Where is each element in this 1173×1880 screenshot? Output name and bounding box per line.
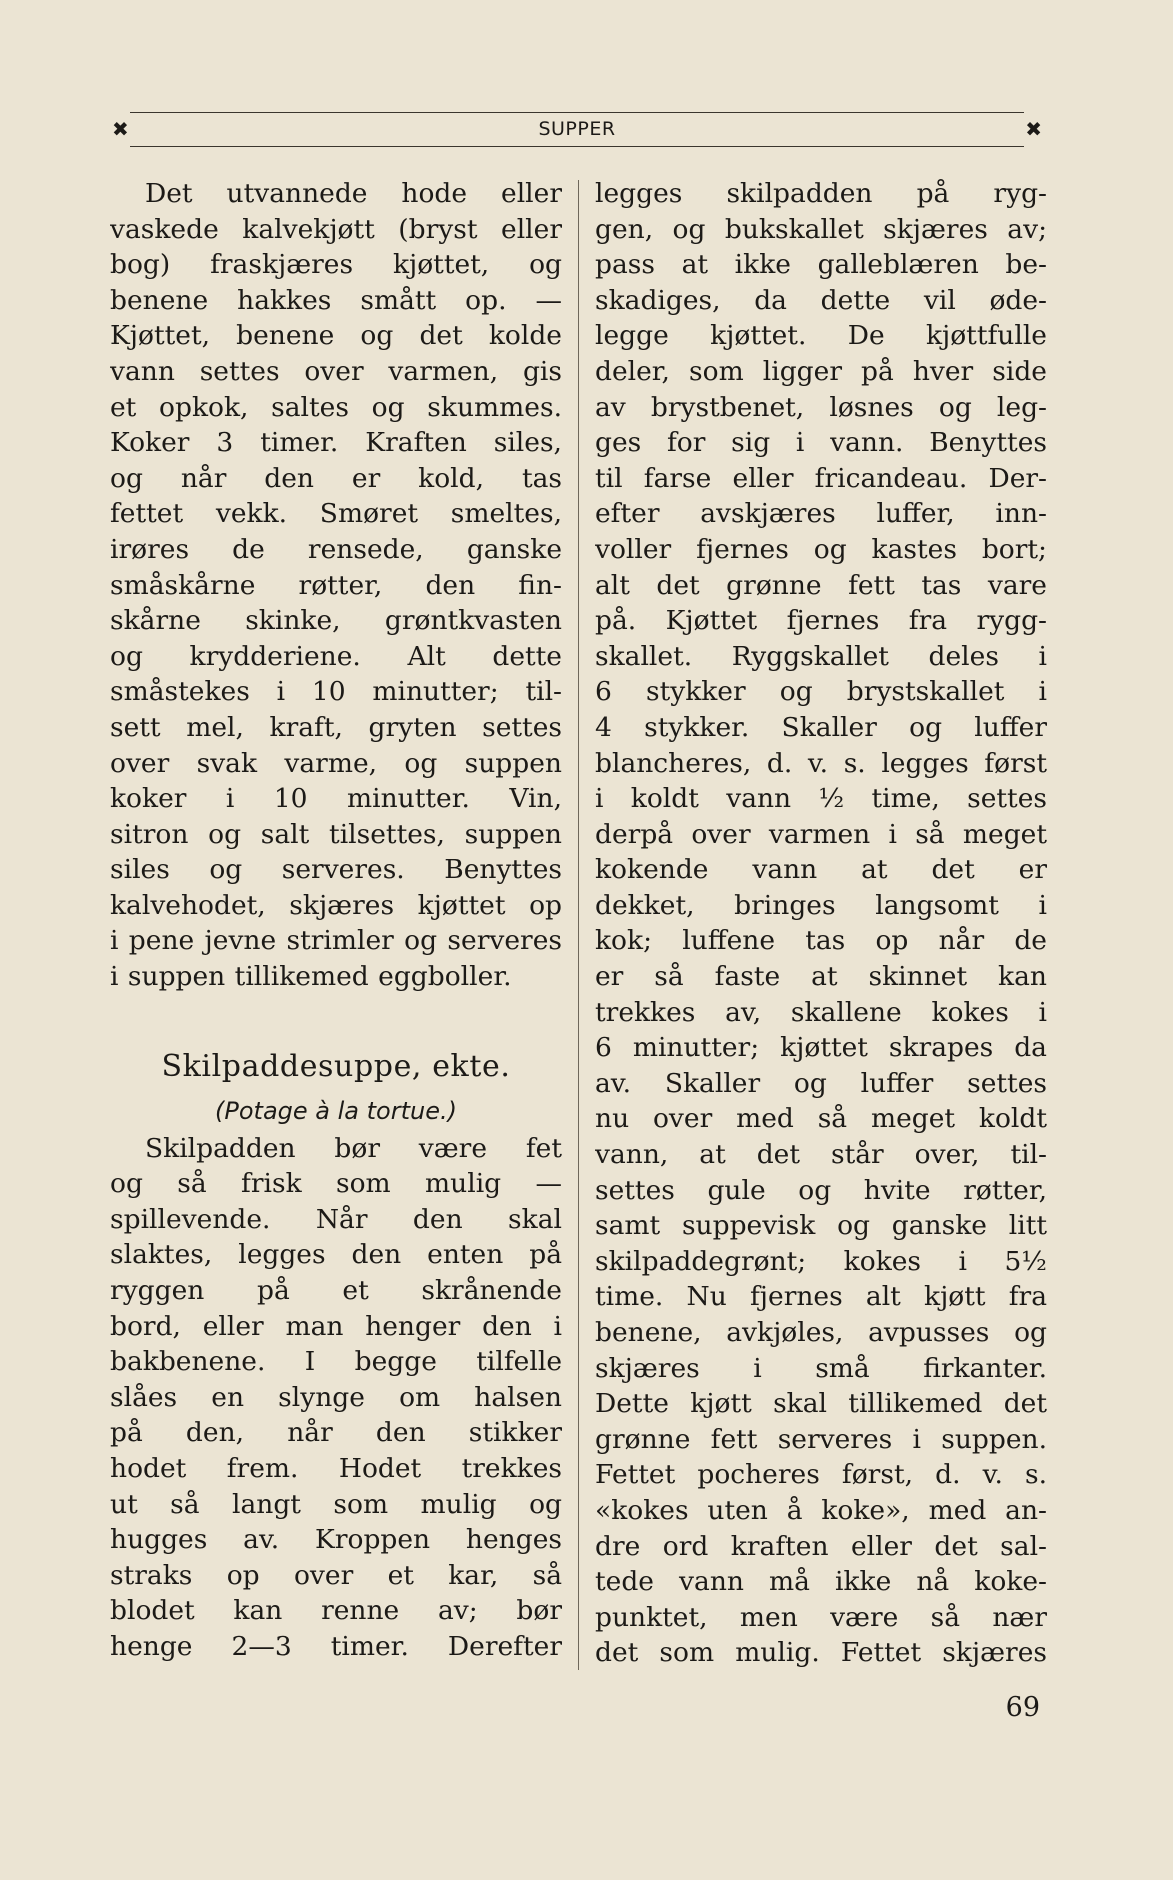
text-line: dekket, bringes langsomt i [595, 889, 1047, 921]
text-line: voller fjernes og kastes bort; [595, 533, 1047, 565]
text-line: alt det grønne fett tas vare [595, 569, 1047, 601]
text-line: dre ord kraften eller det sal- [595, 1530, 1047, 1562]
text-line: på. Kjøttet fjernes fra rygg- [595, 605, 1047, 637]
text-line: koker i 10 minutter. Vin, [110, 783, 562, 815]
text-line: Koker 3 timer. Kraften siles, [110, 427, 562, 459]
text-line: henge 2—3 timer. Derefter [110, 1630, 562, 1662]
text-line: blodet kan renne av; bør [110, 1595, 562, 1627]
text-line: fettet vekk. Smøret smeltes, [110, 498, 562, 530]
text-line: ges for sig i vann. Benyttes [595, 427, 1047, 459]
text-line: pass at ikke galleblæren be- [595, 249, 1047, 281]
right-ornament-icon: ✖ [1025, 117, 1042, 141]
text-line: i koldt vann ½ time, settes [595, 783, 1047, 815]
text-line: bord, eller man henger den i [110, 1310, 562, 1342]
text-line: ut så langt som mulig og [110, 1488, 562, 1520]
recipe-text-paragraph [110, 1131, 562, 1665]
text-line: og krydderiene. Alt dette [110, 640, 562, 672]
text-line: nu over med så meget koldt [595, 1103, 1047, 1135]
text-line: legge kjøttet. De kjøttfulle [595, 320, 1047, 352]
text-line: vaskede kalvekjøtt (bryst eller [110, 213, 562, 245]
recipe-text-paragraph [110, 176, 562, 995]
text-line: siles og serveres. Benyttes [110, 854, 562, 886]
text-line: legges skilpadden på ryg- [595, 178, 1047, 209]
text-line: hugges av. Kroppen henges [110, 1524, 562, 1556]
text-line: punktet, men være så nær [595, 1601, 1047, 1633]
text-line: gen, og bukskallet skjæres av; [595, 213, 1047, 245]
text-line: på den, når den stikker [110, 1417, 562, 1449]
column-divider [578, 180, 579, 1670]
text-line: spillevende. Når den skal [110, 1203, 562, 1235]
text-line: grønne fett serveres i suppen. [595, 1423, 1047, 1455]
text-line: 6 minutter; kjøttet skrapes da [595, 1032, 1047, 1064]
text-line: efter avskjæres luffer, inn- [595, 498, 1047, 530]
text-line: slaktes, legges den enten på [110, 1239, 562, 1271]
text-line: trekkes av, skallene kokes i [595, 996, 1047, 1028]
text-line: småskårne røtter, den fin- [110, 569, 562, 601]
text-line: benene hakkes smått op. — [110, 284, 562, 316]
right-column [595, 176, 1047, 1671]
text-line: i pene jevne strimler og serveres [110, 925, 562, 957]
text-line: sett mel, kraft, gryten settes [110, 711, 562, 743]
text-line: bog) fraskjæres kjøttet, og [110, 249, 562, 281]
text-line: skjæres i små firkanter. [595, 1352, 1047, 1384]
text-line: et opkok, saltes og skummes. [110, 391, 562, 423]
text-line: vann, at det står over, til- [595, 1139, 1047, 1171]
text-line: bakbenene. I begge tilfelle [110, 1346, 562, 1378]
text-line: sitron og salt tilsettes, suppen [110, 818, 562, 850]
left-column [110, 176, 562, 1665]
text-line: ryggen på et skrånende [110, 1275, 562, 1307]
text-line: skårne skinke, grøntkvasten [110, 605, 562, 637]
text-line: «kokes uten å koke», med an- [595, 1494, 1047, 1526]
text-line: og når den er kold, tas [110, 462, 562, 494]
text-line: hodet frem. Hodet trekkes [110, 1453, 562, 1484]
text-line: kok; luffene tas op når de [595, 925, 1047, 957]
section-title: SUPPER [538, 118, 616, 140]
text-line: det som mulig. Fettet skjæres [595, 1637, 1047, 1669]
header-top-rule [130, 112, 1024, 113]
recipe-subheading: (Potage à la tortue.) [215, 1096, 457, 1125]
text-line: 6 stykker og brystskallet i [595, 676, 1047, 708]
text-line: kalvehodet, skjæres kjøttet op [110, 889, 562, 921]
text-line: Det utvannede hode eller [145, 178, 562, 209]
header-bottom-rule [130, 146, 1024, 147]
text-line: deler, som ligger på hver side [595, 355, 1047, 387]
text-line: benene, avkjøles, avpusses og [595, 1317, 1047, 1348]
text-line: 4 stykker. Skaller og luffer [595, 711, 1047, 743]
text-line: Skilpadden bør være fet [145, 1132, 562, 1164]
left-ornament-icon: ✖ [112, 117, 129, 141]
text-line: derpå over varmen i så meget [595, 818, 1047, 850]
text-line: blancheres, d. v. s. legges først [595, 747, 1047, 779]
text-line: straks op over et kar, så [110, 1559, 562, 1591]
text-line: samt suppevisk og ganske litt [595, 1210, 1047, 1242]
text-line: skilpaddegrønt; kokes i 5½ [595, 1245, 1047, 1277]
page-number: 69 [1005, 1692, 1040, 1723]
text-line: av brystbenet, løsnes og leg- [595, 391, 1047, 423]
text-line: og så frisk som mulig — [110, 1168, 562, 1200]
text-line: skallet. Ryggskallet deles i [595, 640, 1047, 672]
text-line: irøres de rensede, ganske [110, 533, 562, 565]
text-line: av. Skaller og luffer settes [595, 1067, 1047, 1099]
text-line: Dette kjøtt skal tillikemed det [595, 1388, 1047, 1420]
text-line: over svak varme, og suppen [110, 747, 562, 779]
text-line: småstekes i 10 minutter; til- [110, 676, 562, 708]
text-line: kokende vann at det er [595, 854, 1047, 886]
recipe-heading: Skilpaddesuppe, ekte. [161, 1048, 511, 1084]
text-line: tede vann må ikke nå koke- [595, 1566, 1047, 1598]
text-line: til farse eller fricandeau. Der- [595, 462, 1047, 494]
text-line: slåes en slynge om halsen [110, 1381, 562, 1413]
text-line: skadiges, da dette vil øde- [595, 284, 1047, 316]
text-line: er så faste at skinnet kan [595, 961, 1047, 993]
text-line: Kjøttet, benene og det kolde [110, 320, 562, 352]
running-header [110, 112, 1044, 152]
text-line: vann settes over varmen, gis [110, 355, 562, 387]
text-line: Fettet pocheres først, d. v. s. [595, 1459, 1047, 1491]
text-line: settes gule og hvite røtter, [595, 1174, 1047, 1206]
text-line: i suppen tillikemed eggboller. [110, 961, 512, 993]
text-line: time. Nu fjernes alt kjøtt fra [595, 1281, 1047, 1313]
